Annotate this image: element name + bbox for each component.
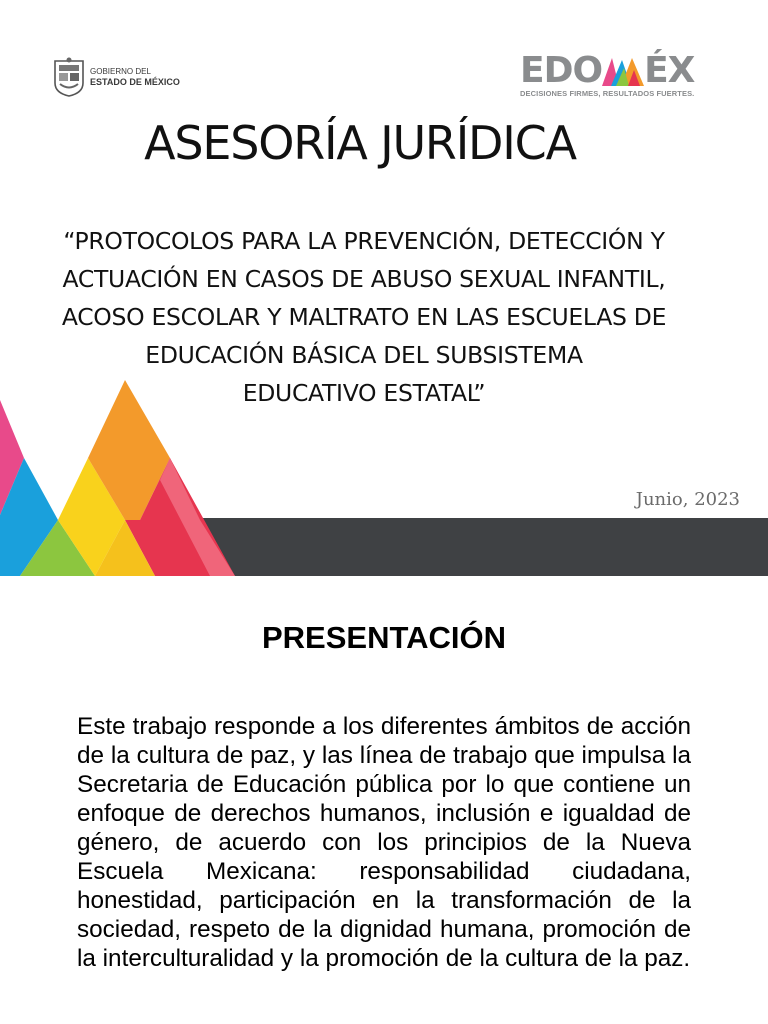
subtitle-line: “PROTOCOLOS PARA LA PREVENCIÓN, DETECCIÓN Y [63, 227, 665, 255]
government-logo-text [90, 67, 180, 87]
decorative-triangles [0, 370, 260, 576]
state-seal-icon [52, 57, 86, 97]
edomex-wordmark [520, 52, 720, 90]
subtitle-line: ACOSO ESCOLAR Y MALTRATO EN LAS ESCUELAS DE [61, 303, 667, 331]
gov-logo-line2: ESTADO DE MÉXICO [90, 77, 180, 87]
edomex-logo [520, 52, 720, 98]
presentation-slide [0, 588, 768, 1024]
cover-date: Junio, 2023 [635, 489, 740, 510]
subtitle-line: EDUCATIVO ESTATAL” [242, 379, 486, 407]
dark-band [180, 518, 768, 576]
government-logo [52, 57, 180, 97]
cover-title: ASESORÍA JURÍDICA [144, 116, 576, 170]
subtitle-line: EDUCACIÓN BÁSICA DEL SUBSISTEMA [145, 341, 583, 369]
presentation-body: Este trabajo responde a los diferentes ámbitos de acción de la cultura de paz, y las línea de trabajo que impulsa la Secretaria de Educación pública por lo que contiene un enfoque de derechos humanos, inclusión e igualdad de género, de acuerdo con los principios de la Nueva Escuela Mexicana: responsabilidad ciudadana, honestidad, participación en la transformación de la sociedad, respeto de la dignidad humana, promoción de la interculturalidad y la promoción de la cultura de la paz. [77, 713, 691, 972]
edomex-tagline: DECISIONES FIRMES, RESULTADOS FUERTES. [520, 89, 695, 98]
edomex-word-part1: EDO [520, 50, 603, 91]
gov-logo-line1: GOBIERNO DEL [90, 67, 151, 76]
presentation-title: PRESENTACIÓN [261, 620, 506, 655]
edomex-word-part2: ÉX [644, 50, 695, 91]
colorful-m-icon [602, 56, 644, 86]
subtitle-line: ACTUACIÓN EN CASOS DE ABUSO SEXUAL INFANTIL, [62, 265, 666, 293]
slide-separator [0, 576, 768, 588]
